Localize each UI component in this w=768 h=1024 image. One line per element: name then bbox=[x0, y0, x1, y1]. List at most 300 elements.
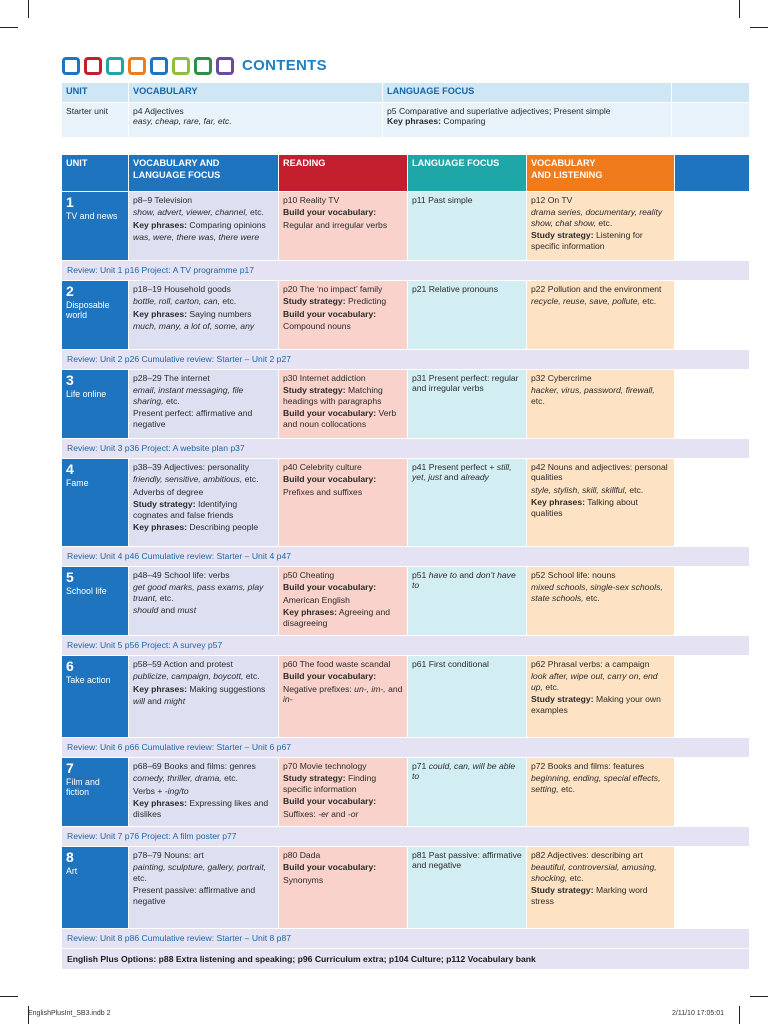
example-words: hacker, virus, password, firewall, bbox=[531, 385, 655, 396]
bold-label: Key phrases: bbox=[133, 219, 187, 230]
unit-number: 5 bbox=[66, 569, 74, 585]
line-tail: etc. bbox=[531, 395, 545, 406]
example-words: friendly, sensitive, ambitious, bbox=[133, 474, 243, 485]
header-vocab-listening bbox=[527, 155, 675, 192]
reading-cell bbox=[279, 656, 408, 738]
language-cell bbox=[408, 656, 527, 738]
reading-line bbox=[283, 195, 403, 205]
line-text: Matching headings with paragraphs bbox=[283, 385, 383, 406]
review-text: Review: Unit 4 p46 Cumulative review: Starter – Unit 4 p47 bbox=[62, 547, 750, 567]
vocab-line bbox=[133, 570, 274, 580]
bold-label: Key phrases: bbox=[133, 683, 187, 694]
vocab-cell bbox=[129, 370, 279, 439]
line-text: Talking about qualities bbox=[531, 497, 638, 518]
reading-cell bbox=[279, 192, 408, 261]
line-text: Making suggestions bbox=[186, 683, 266, 694]
decorative-square bbox=[150, 57, 168, 75]
line-tail: etc. bbox=[567, 872, 584, 883]
bold-label: Key phrases: bbox=[133, 308, 187, 319]
line-text: Identifying cognates and false friends bbox=[133, 499, 238, 520]
header-unit: UNIT bbox=[62, 83, 129, 103]
unit-row bbox=[62, 656, 750, 738]
italic-term: in- bbox=[283, 694, 293, 705]
crop-mark bbox=[0, 996, 18, 997]
line-tail: etc. bbox=[221, 773, 238, 784]
line-text: p31 Present perfect: regular and irregular verbs bbox=[412, 373, 519, 394]
unit-name: Life online bbox=[66, 388, 107, 399]
decorative-square bbox=[216, 57, 234, 75]
vl-line bbox=[531, 862, 670, 883]
italic-term: don’t have to bbox=[412, 570, 516, 591]
review-row bbox=[62, 929, 750, 949]
unit-number: 6 bbox=[66, 658, 74, 674]
footer-timestamp: 2/11/10 17:05:01 bbox=[672, 1010, 725, 1017]
decorative-square bbox=[128, 57, 146, 75]
line-tail: etc. bbox=[133, 872, 147, 883]
italic-term: must bbox=[177, 605, 197, 616]
line-text: Saying numbers bbox=[186, 308, 252, 319]
options-row bbox=[62, 949, 750, 970]
italic-term: have to bbox=[428, 570, 457, 580]
line-text: p80 Dada bbox=[283, 850, 321, 860]
line-text: p48–49 School life: verbs bbox=[133, 570, 230, 580]
vl-line bbox=[531, 195, 670, 205]
language-line bbox=[412, 373, 522, 394]
example-words: mixed schools, single-sex schools, state schools, bbox=[531, 582, 663, 603]
vocab-cell bbox=[129, 459, 279, 547]
line-text: p61 First conditional bbox=[412, 659, 489, 669]
vl-cell bbox=[527, 370, 675, 439]
vl-line bbox=[531, 485, 670, 495]
bold-label: Build your vocabulary: bbox=[283, 474, 377, 485]
line-text: p41 Present perfect + bbox=[412, 462, 497, 472]
reading-cell bbox=[279, 758, 408, 827]
vocab-line bbox=[133, 786, 274, 796]
line-text: Verbs + bbox=[133, 785, 165, 796]
vocab-line bbox=[133, 696, 274, 706]
reading-line bbox=[283, 850, 403, 860]
language-line bbox=[412, 850, 522, 871]
language-cell bbox=[408, 370, 527, 439]
line-text: Listening for specific information bbox=[531, 230, 643, 251]
line-text: p10 Reality TV bbox=[283, 195, 340, 205]
unit-name: world bbox=[66, 310, 88, 321]
blank-cell bbox=[675, 192, 750, 261]
crop-mark bbox=[0, 27, 18, 28]
review-text: Review: Unit 5 p56 Project: A survey p57 bbox=[62, 636, 750, 656]
review-row bbox=[62, 547, 750, 567]
line-text: p71 bbox=[412, 761, 429, 771]
reading-line bbox=[283, 773, 403, 794]
line-text: p42 Nouns and adjectives: personal qualities bbox=[531, 462, 668, 483]
reading-line bbox=[283, 570, 403, 580]
line-text: Compound nouns bbox=[283, 321, 351, 332]
line-tail: etc. bbox=[542, 681, 560, 692]
vl-line bbox=[531, 671, 670, 692]
starter-unit-name bbox=[62, 103, 129, 138]
line-tail: etc. bbox=[247, 207, 264, 218]
line-text: Expressing likes and dislikes bbox=[133, 798, 269, 819]
review-row bbox=[62, 827, 750, 847]
blank-cell bbox=[675, 567, 750, 636]
italic-term: -ing/to bbox=[164, 785, 189, 796]
vocab-line bbox=[133, 761, 274, 771]
bold-label: Build your vocabulary: bbox=[283, 671, 377, 682]
header-language-focus-main: LANGUAGE FOCUS bbox=[408, 155, 527, 192]
decorative-squares bbox=[62, 57, 238, 75]
vl-line bbox=[531, 773, 670, 794]
line-text: p40 Celebrity culture bbox=[283, 462, 362, 472]
vocab-line bbox=[133, 373, 274, 383]
vocab-line bbox=[133, 195, 274, 205]
unit-name: Film and bbox=[66, 776, 100, 787]
language-line bbox=[412, 462, 522, 483]
vocab-line bbox=[133, 220, 274, 230]
line-text: Verb and noun collocations bbox=[283, 408, 397, 429]
vl-cell bbox=[527, 656, 675, 738]
decorative-square bbox=[106, 57, 124, 75]
header-vocabulary: VOCABULARY bbox=[129, 83, 383, 103]
vl-cell bbox=[527, 281, 675, 350]
italic-term: un-, im-, bbox=[354, 683, 386, 694]
line-tail: etc. bbox=[243, 671, 260, 682]
vl-cell bbox=[527, 758, 675, 827]
reading-line bbox=[283, 408, 403, 429]
bold-label: Study strategy: bbox=[283, 385, 346, 396]
vocab-line bbox=[133, 309, 274, 319]
header-blank bbox=[672, 83, 750, 103]
vl-line bbox=[531, 284, 670, 294]
reading-line bbox=[283, 671, 403, 681]
starter-language-topic: p5 Comparative and superlative adjectives; Present simple bbox=[387, 106, 611, 116]
line-text: p58–59 Action and protest bbox=[133, 659, 233, 669]
example-words: recycle, reuse, save, pollute, bbox=[531, 296, 640, 307]
starter-unit-table bbox=[61, 82, 750, 138]
reading-line bbox=[283, 309, 403, 319]
example-words: painting, sculpture, gallery, portrait, bbox=[133, 862, 267, 873]
decorative-square bbox=[62, 57, 80, 75]
blank-cell bbox=[675, 758, 750, 827]
review-text: Review: Unit 3 p36 Project: A website plan p37 bbox=[62, 439, 750, 459]
reading-line bbox=[283, 462, 403, 472]
key-phrases-text: Comparing bbox=[440, 116, 486, 127]
vocab-line bbox=[133, 522, 274, 532]
bold-label: Study strategy: bbox=[133, 499, 196, 510]
unit-cell bbox=[62, 370, 129, 439]
language-cell bbox=[408, 281, 527, 350]
line-text: p50 Cheating bbox=[283, 570, 335, 580]
vl-line bbox=[531, 497, 670, 518]
decorative-square bbox=[172, 57, 190, 75]
line-text: p32 Cybercrime bbox=[531, 373, 592, 383]
starter-language-focus bbox=[383, 103, 672, 138]
vl-line bbox=[531, 659, 670, 669]
unit-name: Art bbox=[66, 865, 78, 876]
bold-label: Key phrases: bbox=[283, 607, 337, 618]
vocab-line bbox=[133, 284, 274, 294]
line-tail: and bbox=[385, 683, 403, 694]
reading-line bbox=[283, 607, 403, 628]
vocab-cell bbox=[129, 567, 279, 636]
example-words: beginning, ending, special effects, setting, bbox=[531, 773, 661, 794]
line-text: p20 The ‘no impact’ family bbox=[283, 284, 383, 294]
vl-line bbox=[531, 230, 670, 251]
unit-number: 4 bbox=[66, 461, 74, 477]
blank-cell bbox=[675, 370, 750, 439]
reading-line bbox=[283, 284, 403, 294]
blank-cell bbox=[675, 847, 750, 929]
line-tail: and bbox=[441, 472, 461, 483]
line-text: Suffixes: bbox=[283, 808, 319, 819]
review-row bbox=[62, 439, 750, 459]
blank-cell bbox=[675, 459, 750, 547]
line-text: p62 Phrasal verbs: a campaign bbox=[531, 659, 650, 669]
example-words: much, many, a lot of, some, any bbox=[133, 321, 255, 332]
unit-number: 7 bbox=[66, 760, 74, 776]
vl-line bbox=[531, 694, 670, 715]
reading-line bbox=[283, 321, 403, 331]
language-line bbox=[412, 284, 522, 294]
vl-line bbox=[531, 385, 670, 406]
example-words: look after, wipe out, carry on, end up, bbox=[531, 671, 658, 692]
vocab-line bbox=[133, 798, 274, 819]
vocab-line bbox=[133, 659, 274, 669]
bold-label: Build your vocabulary: bbox=[283, 862, 377, 873]
reading-line bbox=[283, 796, 403, 806]
vocab-line bbox=[133, 582, 274, 603]
crop-mark bbox=[28, 0, 29, 18]
line-text: p70 Movie technology bbox=[283, 761, 367, 771]
italic-term: already bbox=[460, 472, 489, 483]
blank-cell bbox=[675, 656, 750, 738]
review-row bbox=[62, 261, 750, 281]
vocab-line bbox=[133, 232, 274, 242]
reading-line bbox=[283, 296, 403, 306]
line-text: Synonyms bbox=[283, 874, 324, 885]
line-text: Agreeing and disagreeing bbox=[283, 607, 391, 628]
italic-term: still, yet, just bbox=[412, 462, 512, 483]
reading-line bbox=[283, 862, 403, 872]
reading-line bbox=[283, 582, 403, 592]
vl-line bbox=[531, 462, 670, 483]
language-cell bbox=[408, 847, 527, 929]
reading-line bbox=[283, 385, 403, 406]
vocab-line bbox=[133, 321, 274, 331]
italic-term: -er bbox=[318, 808, 329, 819]
example-words: bottle, roll, carton, can, bbox=[133, 296, 220, 307]
vl-line bbox=[531, 570, 670, 580]
vocab-line bbox=[133, 773, 274, 783]
header-vocab-line-2: LANGUAGE FOCUS bbox=[133, 169, 221, 180]
vocab-line bbox=[133, 207, 274, 217]
review-text: Review: Unit 1 p16 Project: A TV programme p17 bbox=[62, 261, 750, 281]
line-tail: and bbox=[328, 808, 348, 819]
vocab-cell bbox=[129, 281, 279, 350]
unit-cell bbox=[62, 567, 129, 636]
line-text: p22 Pollution and the environment bbox=[531, 284, 662, 294]
example-words: email, instant messaging, file sharing, bbox=[133, 385, 244, 406]
vocab-cell bbox=[129, 847, 279, 929]
unit-cell bbox=[62, 459, 129, 547]
example-words: will bbox=[133, 696, 145, 707]
reading-line bbox=[283, 373, 403, 383]
italic-term: could, can, will be able to bbox=[412, 761, 516, 782]
vocab-cell bbox=[129, 758, 279, 827]
bold-label: Study strategy: bbox=[283, 773, 346, 784]
review-row bbox=[62, 350, 750, 370]
line-text: p52 School life: nouns bbox=[531, 570, 616, 580]
vl-cell bbox=[527, 192, 675, 261]
bold-label: Build your vocabulary: bbox=[283, 582, 377, 593]
unit-cell bbox=[62, 281, 129, 350]
line-text: Making your own examples bbox=[531, 694, 661, 715]
vl-line bbox=[531, 296, 670, 306]
reading-line bbox=[283, 595, 403, 605]
unit-row bbox=[62, 758, 750, 827]
starter-vocabulary-topic: p4 Adjectives bbox=[133, 106, 184, 116]
unit-number: 8 bbox=[66, 849, 74, 865]
line-text: p12 On TV bbox=[531, 195, 573, 205]
line-text: p21 Relative pronouns bbox=[412, 284, 498, 294]
vocab-line bbox=[133, 850, 274, 860]
line-tail: etc. bbox=[157, 592, 174, 603]
line-text: Predicting bbox=[345, 296, 387, 307]
vl-cell bbox=[527, 567, 675, 636]
example-words: publicize, campaign, boycott, bbox=[133, 671, 244, 682]
bold-label: Study strategy: bbox=[531, 694, 594, 705]
line-text: p72 Books and films: features bbox=[531, 761, 645, 771]
unit-cell bbox=[62, 758, 129, 827]
bold-label: Study strategy: bbox=[531, 885, 594, 896]
line-text: Present perfect: affirmative and negative bbox=[133, 408, 253, 429]
footer-file-info: EnglishPlusInt_SB3.indb 2 bbox=[28, 1010, 111, 1017]
line-text: Describing people bbox=[186, 522, 259, 533]
reading-line bbox=[283, 875, 403, 885]
line-text: p28–29 The internet bbox=[133, 373, 210, 383]
line-tail: and bbox=[158, 605, 178, 616]
vocab-line bbox=[133, 605, 274, 615]
line-text: p8–9 Television bbox=[133, 195, 193, 205]
vl-line bbox=[531, 207, 670, 228]
reading-line bbox=[283, 761, 403, 771]
vocab-line bbox=[133, 499, 274, 520]
reading-cell bbox=[279, 847, 408, 929]
unit-name: School life bbox=[66, 585, 107, 596]
options-text: English Plus Options: p88 Extra listening and speaking; p96 Curriculum extra; p104 Culture; p112 Vocabulary bank bbox=[62, 949, 750, 970]
crop-mark bbox=[739, 0, 740, 18]
line-text: Adverbs of degree bbox=[133, 486, 204, 497]
example-words: drama series, documentary, reality show, chat show, bbox=[531, 207, 663, 228]
unit-number: 2 bbox=[66, 283, 74, 299]
line-text: p11 Past simple bbox=[412, 195, 473, 205]
reading-line bbox=[283, 659, 403, 669]
line-text: p82 Adjectives: describing art bbox=[531, 850, 643, 860]
bold-label: Build your vocabulary: bbox=[283, 408, 377, 419]
crop-mark bbox=[739, 1006, 740, 1024]
language-line bbox=[412, 659, 522, 669]
vocab-line bbox=[133, 684, 274, 694]
unit-row bbox=[62, 370, 750, 439]
unit-row bbox=[62, 192, 750, 261]
line-tail: etc. bbox=[626, 484, 644, 495]
bold-label: Build your vocabulary: bbox=[283, 207, 377, 218]
header-unit-main: UNIT bbox=[62, 155, 129, 192]
bold-label: Key phrases: bbox=[531, 497, 585, 508]
language-line bbox=[412, 195, 522, 205]
line-text: p30 Internet addiction bbox=[283, 373, 366, 383]
line-tail: etc. bbox=[163, 395, 180, 406]
unit-number: 3 bbox=[66, 372, 74, 388]
line-tail: and bbox=[456, 570, 477, 580]
decorative-square bbox=[194, 57, 212, 75]
line-text: p60 The food waste scandal bbox=[283, 659, 391, 669]
blank-cell bbox=[675, 281, 750, 350]
vocab-line bbox=[133, 487, 274, 497]
vocab-cell bbox=[129, 192, 279, 261]
reading-line bbox=[283, 220, 403, 230]
vocab-line bbox=[133, 862, 274, 883]
reading-cell bbox=[279, 281, 408, 350]
header-blank-main bbox=[675, 155, 750, 192]
unit-cell bbox=[62, 847, 129, 929]
example-words: should bbox=[133, 605, 159, 616]
vl-line bbox=[531, 761, 670, 771]
bold-label: Study strategy: bbox=[283, 296, 346, 307]
unit-name: Fame bbox=[66, 477, 89, 488]
example-words: beautiful, controversial, amusing, shocking, bbox=[531, 862, 657, 883]
line-tail: etc. bbox=[219, 296, 237, 307]
reading-cell bbox=[279, 459, 408, 547]
unit-row bbox=[62, 567, 750, 636]
language-cell bbox=[408, 758, 527, 827]
key-phrases-label: Key phrases: bbox=[387, 116, 441, 127]
italic-term: -or bbox=[347, 808, 359, 819]
reading-line bbox=[283, 809, 403, 819]
crop-mark bbox=[750, 996, 768, 997]
unit-name: TV and news bbox=[66, 210, 118, 221]
starter-unit-label: Starter unit bbox=[66, 106, 109, 116]
vocab-line bbox=[133, 462, 274, 472]
vocab-line bbox=[133, 385, 274, 406]
language-cell bbox=[408, 459, 527, 547]
vocab-line bbox=[133, 474, 274, 484]
unit-row bbox=[62, 281, 750, 350]
vocab-line bbox=[133, 885, 274, 906]
line-text: p51 bbox=[412, 570, 429, 580]
unit-number: 1 bbox=[66, 194, 74, 210]
reading-cell bbox=[279, 567, 408, 636]
line-text: Finding specific information bbox=[283, 773, 377, 794]
line-text: Regular and irregular verbs bbox=[283, 219, 388, 230]
vocab-line bbox=[133, 671, 274, 681]
language-cell bbox=[408, 192, 527, 261]
line-text: p81 Past passive: affirmative and negative bbox=[412, 850, 522, 871]
line-tail: etc. bbox=[242, 474, 259, 485]
line-text: Marking word stress bbox=[531, 885, 648, 906]
decorative-square bbox=[84, 57, 102, 75]
line-tail: etc. bbox=[583, 592, 600, 603]
line-tail: etc. bbox=[595, 217, 613, 228]
vl-cell bbox=[527, 459, 675, 547]
italic-term: might bbox=[164, 696, 186, 707]
reading-cell bbox=[279, 370, 408, 439]
review-row bbox=[62, 738, 750, 758]
reading-line bbox=[283, 684, 403, 705]
reading-line bbox=[283, 474, 403, 484]
example-words: get good marks, pass exams, play truant, bbox=[133, 582, 264, 603]
header-vl-line-1: VOCABULARY bbox=[531, 158, 596, 168]
vl-cell bbox=[527, 847, 675, 929]
